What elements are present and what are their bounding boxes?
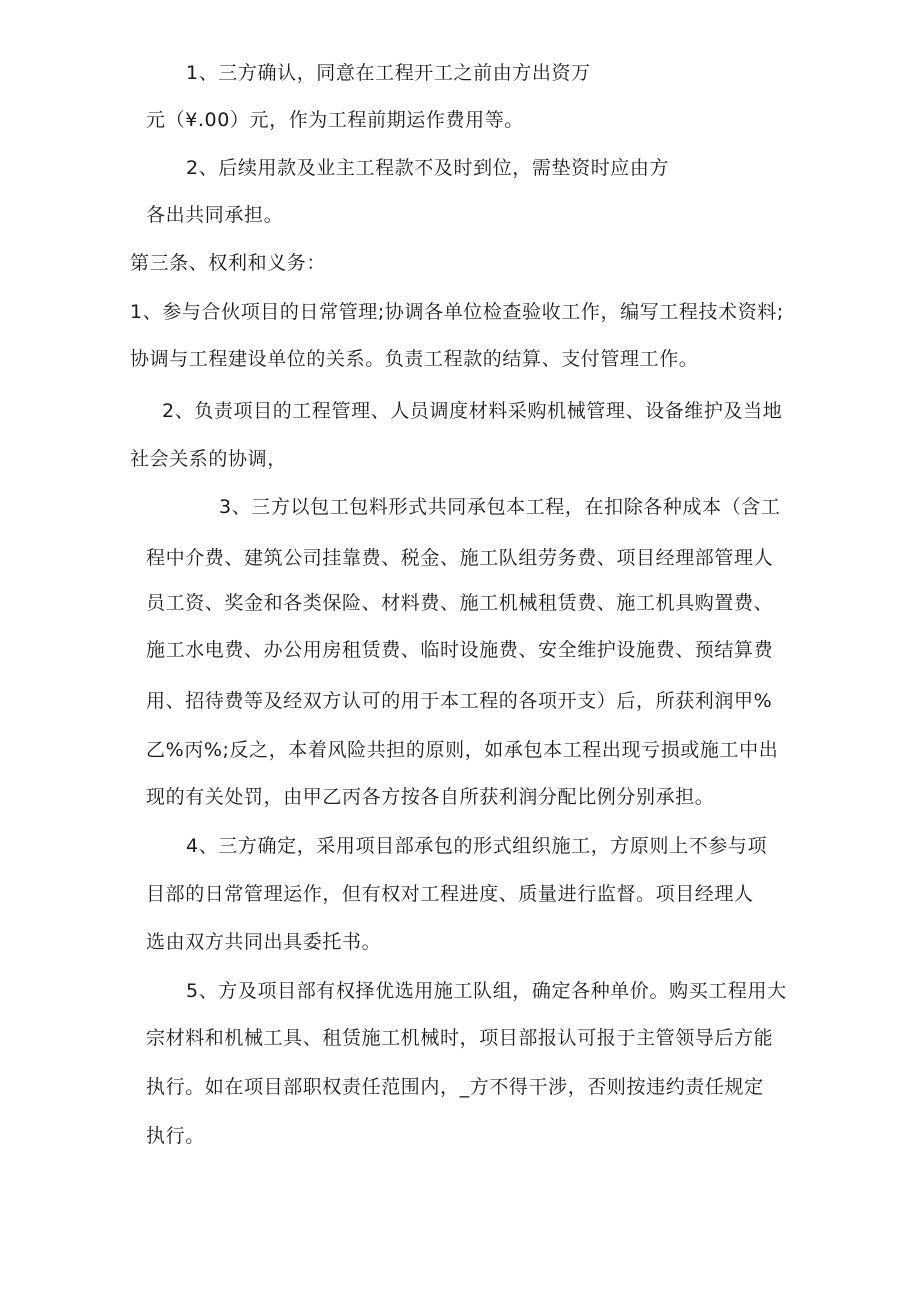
clause-2-item-1-line-2: 元（¥.00）元，作为工程前期运作费用等。 [146,109,524,131]
clause-2-item-2-line-1: 2、后续用款及业主工程款不及时到位，需垫资时应由方 [186,157,670,179]
clause-3-item-4-line-1: 4、三方确定，采用项目部承包的形式组织施工，方原则上不参与项 [186,835,768,857]
clause-3-item-3-line-6: 乙%丙%;反之，本着风险共担的原则，如承包本工程出现亏损或施工中出 [146,739,779,761]
clause-3-item-3-line-7: 现的有关处罚，由甲乙丙各方按各自所获利润分配比例分别承担。 [146,786,715,808]
clause-3-item-3-line-2: 程中介费、建筑公司挂靠费、税金、施工队组劳务费、项目经理部管理人 [146,547,774,569]
clause-3-item-3-line-5: 用、招待费等及经双方认可的用于本工程的各项开支）后，所获利润甲% [146,690,773,712]
clause-3-item-5-line-1: 5、方及项目部有权择优选用施工队组，确定各种单价。购买工程用大 [186,980,787,1002]
clause-2-item-2-line-2: 各出共同承担。 [146,204,284,226]
clause-3-item-5-line-3: 执行。如在项目部职权责任范围内，_方不得干涉，否则按违约责任规定 [146,1076,764,1098]
clause-3-item-3-line-4: 施工水电费、办公用房租赁费、临时设施费、安全维护设施费、预结算费 [146,639,774,661]
clause-3-item-2-line-1: 2、负责项目的工程管理、人员调度材料采购机械管理、设备维护及当地 [162,400,783,422]
clause-3-item-5-line-4: 执行。 [146,1125,205,1147]
clause-3-item-4-line-2: 目部的日常管理运作，但有权对工程进度、质量进行监督。项目经理人 [146,883,754,905]
clause-3-item-3-line-3: 员工资、奖金和各类保险、材料费、施工机械租赁费、施工机具购置费、 [146,592,774,614]
section-heading-article-3: 第三条、权利和义务： [130,252,327,274]
clause-3-item-1-line-2: 协调与工程建设单位的关系。负责工程款的结算、支付管理工作。 [130,348,699,370]
clause-3-item-4-line-3: 选由双方共同出具委托书。 [146,931,382,953]
clause-2-item-1-line-1: 1、三方确认，同意在工程开工之前由方出资万 [186,62,591,84]
clause-3-item-3-line-1: 3、三方以包工包料形式共同承包本工程，在扣除各种成本（含工 [219,496,781,518]
clause-3-item-2-line-2: 社会关系的协调， [130,448,287,470]
clause-3-item-5-line-2: 宗材料和机械工具、租赁施工机械时，项目部报认可报于主管领导后方能 [146,1027,774,1049]
clause-3-item-1-line-1: 1、参与合伙项目的日常管理;协调各单位检查验收工作，编写工程技术资料; [130,301,784,323]
